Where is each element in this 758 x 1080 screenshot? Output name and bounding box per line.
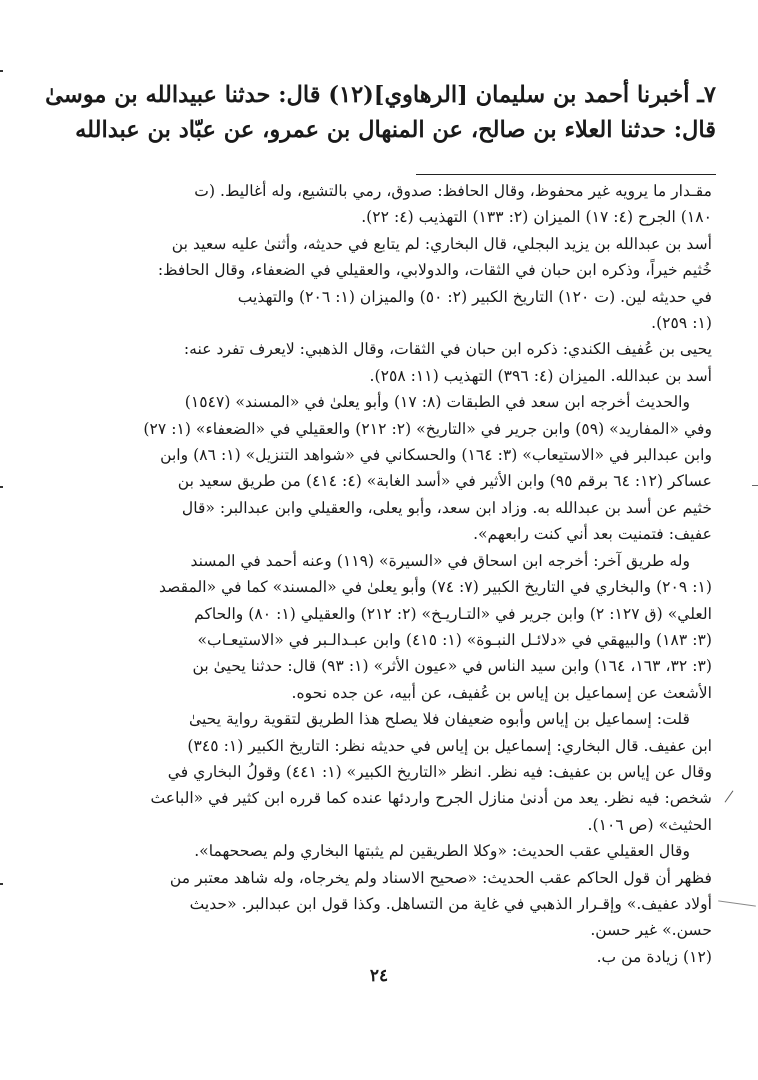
footnote-line: أولاد عفيف.» وإقـرار الذهبي في غاية من التساهل. وكذا قول ابن عبدالبر. «حديث bbox=[189, 894, 712, 913]
footnote-line: (٣: ١٨٣) والبيهقي في «دلائـل النبـوة» (١: ٤١٥) وابن عبـدالـبر في «الاستيعـاب» bbox=[197, 630, 712, 649]
footnote-line: حسن.» غير حسن. bbox=[590, 921, 712, 940]
footnote-line: (١: ٢٥٩). bbox=[651, 314, 712, 333]
pencil-mark bbox=[718, 900, 756, 906]
footnote-line: وقال عن إياس بن عفيف: فيه نظر. انظر «التاريخ الكبير» (١: ٤٤١) وقولُ البخاري في bbox=[167, 762, 712, 781]
margin-mark bbox=[0, 883, 3, 885]
footnote-line: أسد بن عبدالله بن يزيد البجلي، قال البخاري: لم يتابع في حديثه، وأثنىٰ عليه سعيد بن bbox=[171, 234, 712, 253]
hadith-line: قال: حدثنا العلاء بن صالح، عن المنهال بن عمرو، عن عبّاد بن عبدالله bbox=[75, 117, 716, 143]
footnote-line: الحثيث» (ص ١٠٦). bbox=[587, 815, 712, 834]
footnote-line: وفي «المفاريد» (٥٩) وابن جرير في «التاريخ» (٢: ٢١٢) والعقيلي في «الضعفاء» (١: ٢٧) bbox=[143, 419, 712, 438]
hadith-line: ٧ـ أخبرنا أحمد بن سليمان [الرهاوي](١٢) قال: حدثنا عبيدالله بن موسىٰ bbox=[45, 82, 716, 108]
footnote-line: يحيى بن عُفيف الكندي: ذكره ابن حبان في الثقات، وقال الذهبي: لايعرف تفرد عنه: bbox=[183, 340, 712, 359]
footnote-line: فظهر أن قول الحاكم عقب الحديث: «صحيح الاسناد ولم يخرجاه، وله شاهد معتبر من bbox=[169, 868, 712, 887]
footnotes-block bbox=[44, 178, 712, 970]
footnote-line: الأشعث عن إسماعيل بن إياس بن عُفيف، عن أبيه، عن جده نحوه. bbox=[291, 683, 712, 702]
footnote-line: أسد بن عبدالله. الميزان (٤: ٣٩٦) التهذيب (١١: ٢٥٨). bbox=[369, 366, 712, 385]
pencil-mark bbox=[725, 790, 734, 802]
footnote-line: في حديثه لين. (ت ١٢٠) التاريخ الكبير (٢: ٥٠) والميزان (١: ٢٠٦) والتهذيب bbox=[237, 287, 712, 306]
footnote-line: خُثيم خيراً، وذكره ابن حبان في الثقات، والدولابي، والعقيلي في الضعفاء، وقال الحافظ: bbox=[157, 261, 712, 280]
footnote-line: ١٨٠) الجرح (٤: ١٧) الميزان (٢: ١٣٣) التهذيب (٤: ٢٢). bbox=[361, 208, 712, 227]
margin-mark bbox=[0, 486, 3, 488]
footnote-line: (٣: ٣٢، ١٦٣، ١٦٤) وابن سيد الناس في «عيون الأثر» (١: ٩٣) قال: حدثنا يحيىٰ بن bbox=[192, 657, 712, 676]
footnote-line: شخص: فيه نظر. يعد من أدنىٰ منازل الجرح واردئها عنده كما قرره ابن كثير في «الباعث bbox=[150, 789, 712, 808]
footnote-separator bbox=[416, 174, 716, 175]
margin-mark bbox=[752, 485, 758, 486]
footnote-line: وقال العقيلي عقب الحديث: «وكلا الطريقين لم يثبتها البخاري ولم يصححهما». bbox=[194, 842, 690, 861]
footnote-line: مقـدار ما يرويه غير محفوظ، وقال الحافظ: صدوق، رمي بالتشيع، وله أغاليط. (ت bbox=[194, 182, 712, 200]
footnote-line: والحديث أخرجه ابن سعد في الطبقات (٨: ١٧) وأبو يعلىٰ في «المسند» (١٥٤٧) bbox=[184, 393, 690, 412]
page-number: ٢٤ bbox=[369, 966, 389, 986]
footnote-line: عفيف: فتمنيت بعد أني كنت رابعهم». bbox=[473, 525, 712, 544]
footnote-line: ابن عفيف. قال البخاري: إسماعيل بن إياس في حديثه نظر: التاريخ الكبير (١: ٣٤٥) bbox=[187, 736, 712, 755]
hadith-text bbox=[36, 78, 716, 148]
margin-mark bbox=[0, 70, 3, 72]
footnote-line: خثيم عن أسد بن عبدالله به. وزاد ابن سعد، وأبو يعلى، والعقيلي وابن عبدالبر: «قال bbox=[181, 498, 712, 517]
footnote-line: وابن عبدالبر في «الاستيعاب» (٣: ١٦٤) والحسكاني في «شواهد التنزيل» (١: ٨٦) وابن bbox=[160, 446, 712, 465]
footnote-line: قلت: إسماعيل بن إياس وأبوه ضعيفان فلا يصلح هذا الطريق لتقوية رواية يحيىٰ bbox=[188, 710, 690, 729]
footnote-line: وله طريق آخر: أخرجه ابن اسحاق في «السيرة» (١١٩) وعنه أحمد في المسند bbox=[190, 551, 690, 570]
footnote-line: عساكر (١٢: ٦٤ برقم ٩٥) وابن الأثير في «أسد الغابة» (٤: ٤١٤) من طريق سعيد بن bbox=[177, 472, 712, 491]
footnote-line: (١٢) زيادة من ب. bbox=[596, 947, 712, 966]
footnote-line: (١: ٢٠٩) والبخاري في التاريخ الكبير (٧: ٧٤) وأبو يعلىٰ في «المسند» كما في «المقصد bbox=[158, 578, 712, 597]
footnote-line: العلي» (ق ١٢٧: ٢) وابن جرير في «التـاريـخ» (٢: ٢١٢) والعقيلي (١: ٨٠) والحاكم bbox=[194, 604, 712, 623]
